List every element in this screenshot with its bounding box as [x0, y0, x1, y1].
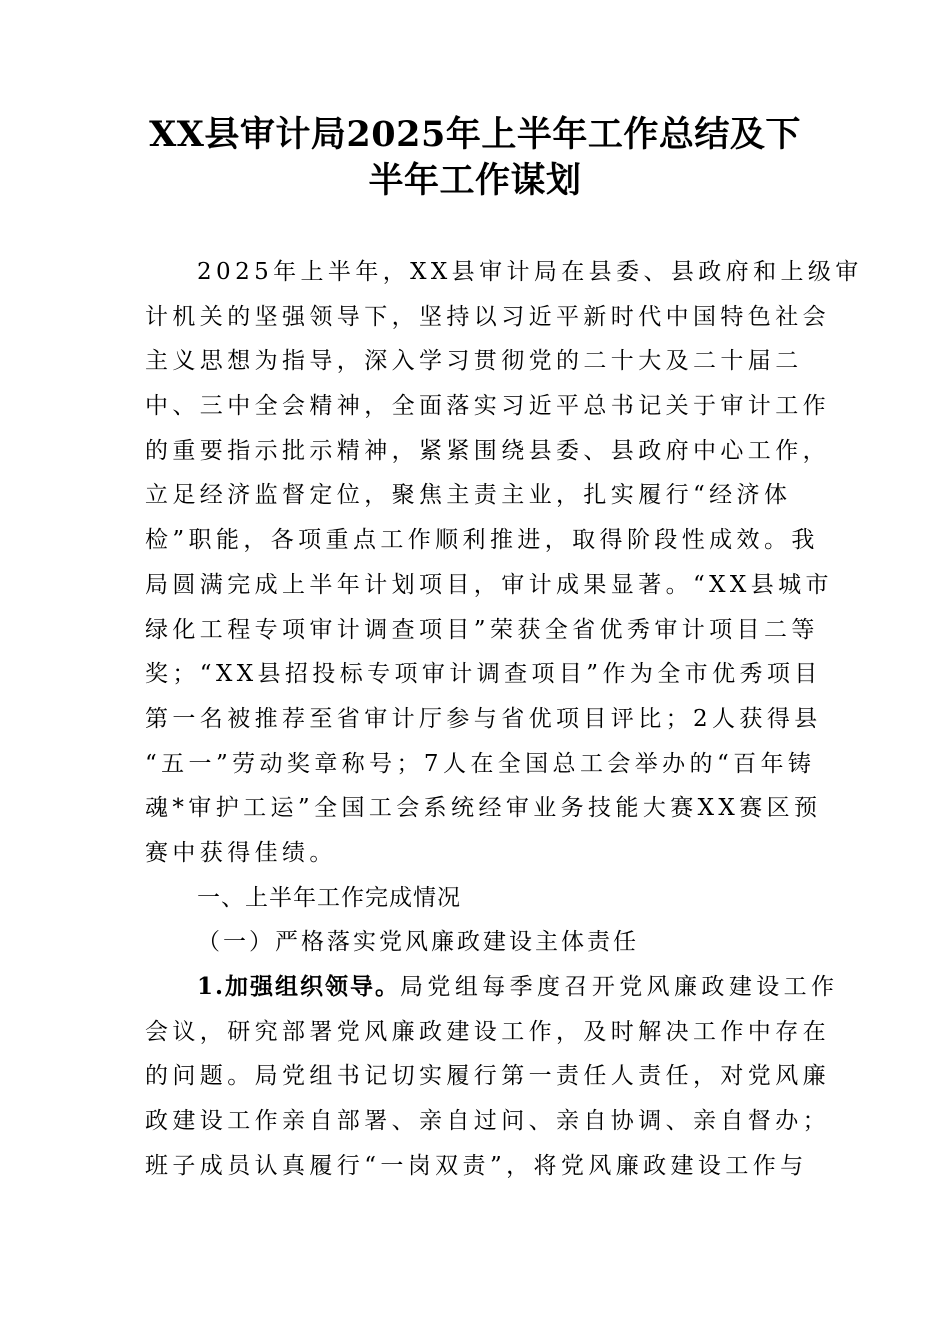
intro-paragraph-line: 第一名被推荐至省审计厅参与省优项目评比；2人获得县: [145, 705, 822, 732]
intro-paragraph-line: 检”职能，各项重点工作顺利推进，取得阶段性成效。我: [145, 527, 819, 554]
item1-paragraph-line: 政建设工作亲自部署、亲自过问、亲自协调、亲自督办；: [145, 1108, 830, 1135]
intro-paragraph-line: 赛中获得佳绩。: [145, 839, 337, 866]
item1-paragraph-line: 会议，研究部署党风廉政建设工作，及时解决工作中存在: [145, 1018, 830, 1045]
item1-first-line-rest: 局党组每季度召开党风廉政建设工作: [400, 974, 839, 1000]
intro-paragraph-line: “五一”劳动奖章称号；7人在全国总工会举办的“百年铸: [145, 750, 816, 777]
intro-paragraph-line: 绿化工程专项审计调查项目”荣获全省优秀审计项目二等: [145, 616, 819, 643]
item1-paragraph-line: 班子成员认真履行“一岗双责”，将党风廉政建设工作与: [145, 1152, 808, 1179]
document-title: [145, 112, 805, 204]
intro-paragraph-line: 2025年上半年，XX县审计局在县委、县政府和上级审: [197, 259, 863, 285]
intro-paragraph-line: 中、三中全会精神，全面落实习近平总书记关于审计工作: [145, 393, 830, 420]
intro-paragraph-line: 主义思想为指导，深入学习贯彻党的二十大及二十届二: [145, 348, 803, 375]
item1-paragraph-line: 的问题。局党组书记切实履行第一责任人责任，对党风廉: [145, 1063, 830, 1090]
document-body: [145, 250, 863, 1188]
intro-paragraph-line: 魂*审护工运”全国工会系统经审业务技能大赛XX赛区预: [145, 795, 822, 822]
title-line-2: 半年工作谋划: [368, 160, 582, 201]
intro-paragraph-line: 局圆满完成上半年计划项目，审计成果显著。“XX县城市: [145, 571, 833, 598]
intro-paragraph-line: 奖；“XX县招投标专项审计调查项目”作为全市优秀项目: [145, 661, 822, 688]
section-heading: 一、上半年工作完成情况: [197, 884, 461, 911]
subsection-heading: （一）严格落实党风廉政建设主体责任: [197, 929, 639, 956]
intro-paragraph-line: 立足经济监督定位，聚焦主责主业，扎实履行“经济体: [145, 482, 792, 509]
intro-paragraph-line: 的重要指示批示精神，紧紧围绕县委、县政府中心工作，: [145, 437, 830, 464]
intro-paragraph-line: 计机关的坚强领导下，坚持以习近平新时代中国特色社会: [145, 303, 830, 330]
item1-lead: 1.加强组织领导。: [197, 973, 401, 1000]
title-line-1: XX县审计局2025年上半年工作总结及下: [149, 114, 801, 155]
item1-first-line: [145, 965, 839, 1010]
